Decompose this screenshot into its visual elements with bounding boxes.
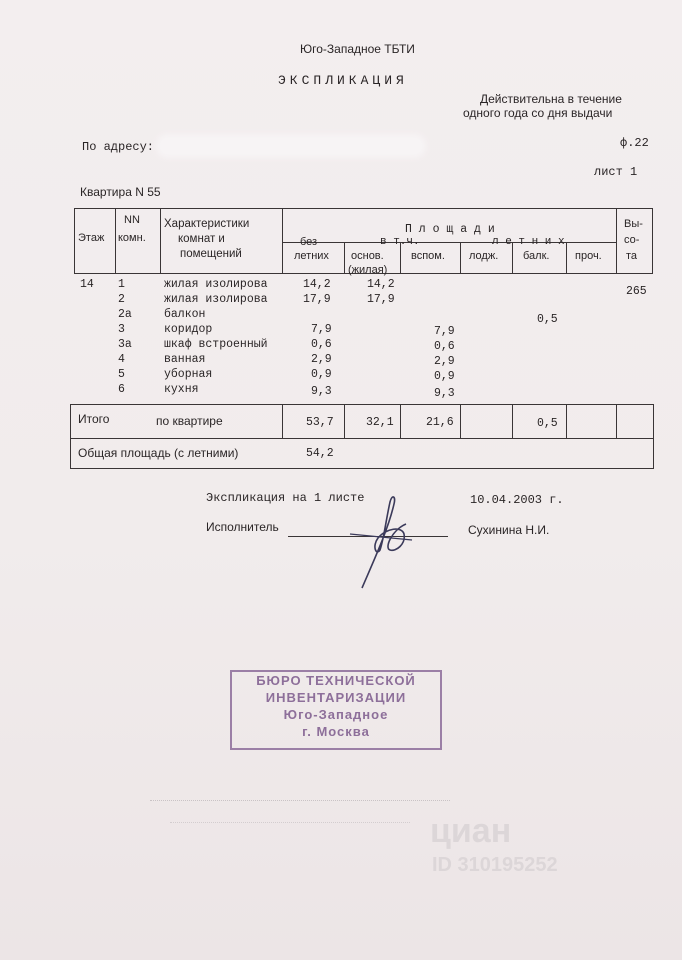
header-height-2: со- [624, 234, 640, 246]
floor-number: 14 [80, 278, 94, 291]
totals-left-border [70, 404, 71, 469]
header-osnov: основ. [351, 250, 384, 262]
room-aux: 7,9 [434, 325, 455, 338]
total-sublabel: по квартире [156, 414, 223, 428]
header-char-3: помещений [180, 248, 242, 260]
header-height-1: Вы- [624, 218, 643, 230]
room-aux: 9,3 [434, 387, 455, 400]
stamp-line1: БЮРО ТЕХНИЧЕСКОЙ [256, 673, 416, 688]
col-divider [282, 404, 283, 438]
room-nn: 2 [118, 293, 125, 306]
stamp-line4: г. Москва [302, 724, 370, 739]
bti-stamp [230, 670, 442, 750]
header-areas: П л о щ а д и [405, 223, 495, 236]
totals-bottom-border [70, 468, 654, 469]
document-date: 10.04.2003 г. [470, 493, 564, 507]
faint-dotted-line [150, 800, 450, 801]
room-aux: 2,9 [434, 355, 455, 368]
room-name: коридор [164, 323, 213, 336]
cian-watermark-logo: циан [430, 812, 512, 850]
form-number: ф.22 [620, 136, 649, 150]
header-proch: проч. [575, 250, 602, 262]
room-nn: 1 [118, 278, 125, 291]
col-divider [460, 242, 461, 274]
header-char-2: комнат и [178, 233, 225, 245]
room-name: уборная [164, 368, 213, 381]
room-nn: 3а [118, 338, 132, 351]
col-divider [512, 404, 513, 438]
room-nn: 5 [118, 368, 125, 381]
room-total: 17,9 [303, 293, 331, 306]
general-area-value: 54,2 [306, 447, 334, 460]
header-balk: балк. [523, 250, 550, 262]
subheader-line [282, 242, 616, 243]
room-balcony: 0,5 [537, 313, 558, 326]
room-name: жилая изолирова [164, 293, 268, 306]
header-floor: Этаж [78, 232, 105, 244]
sheets-note: Экспликация на 1 листе [206, 491, 365, 505]
room-nn: 2а [118, 308, 132, 321]
room-total: 14,2 [303, 278, 331, 291]
room-aux: 0,6 [434, 340, 455, 353]
signature-icon [340, 490, 430, 590]
faint-dotted-line [170, 822, 410, 823]
total-area: 53,7 [306, 416, 334, 429]
room-nn: 6 [118, 383, 125, 396]
address-label: По адресу: [82, 140, 155, 154]
room-total: 7,9 [311, 323, 332, 336]
stamp-line3: Юго-Западное [283, 707, 389, 722]
validity-note-line2: одного года со дня выдачи [463, 106, 613, 120]
totals-divider [70, 438, 654, 439]
col-divider [460, 404, 461, 438]
validity-note-line1: Действительна в течение [480, 92, 622, 106]
header-height-3: та [626, 250, 638, 262]
room-total: 9,3 [311, 385, 332, 398]
room-total: 0,9 [311, 368, 332, 381]
ceiling-height: 265 [626, 285, 647, 298]
col-divider [616, 404, 617, 438]
col-divider [160, 208, 161, 274]
executor-name: Сухинина Н.И. [468, 523, 550, 537]
sheet-number: лист 1 [594, 165, 638, 179]
executor-label: Исполнитель [206, 520, 279, 534]
room-main: 14,2 [367, 278, 395, 291]
document-title: ЭКСПЛИКАЦИЯ [278, 73, 408, 88]
col-divider [115, 208, 116, 274]
header-char-1: Характеристики [164, 218, 250, 230]
header-vspom: вспом. [411, 250, 445, 262]
header-lodzh: лодж. [469, 250, 499, 262]
col-divider [616, 208, 617, 274]
totals-right-border [653, 404, 654, 469]
cian-watermark-id: ID 310195252 [432, 854, 558, 876]
table-right-border [652, 208, 653, 274]
header-vtch: в т.ч. [380, 236, 420, 248]
room-name: балкон [164, 308, 206, 321]
col-divider [344, 242, 345, 274]
room-name: жилая изолирова [164, 278, 268, 291]
organization-name: Юго-Западное ТБТИ [300, 42, 415, 56]
col-divider [344, 404, 345, 438]
col-divider [566, 242, 567, 274]
room-total: 2,9 [311, 353, 332, 366]
header-nn: NN [124, 214, 140, 226]
room-main: 17,9 [367, 293, 395, 306]
total-label: Итого [78, 412, 110, 426]
header-letnih: летних [294, 250, 329, 262]
header-komn: комн. [118, 232, 146, 244]
header-letnih-group: л е т н и х [492, 236, 565, 248]
room-name: ванная [164, 353, 206, 366]
room-name: шкаф встроенный [164, 338, 268, 351]
total-aux-area: 21,6 [426, 416, 454, 429]
header-zhilaya: (жилая) [348, 264, 388, 276]
room-name: кухня [164, 383, 199, 396]
total-balcony-area: 0,5 [537, 417, 558, 430]
table-left-border [74, 208, 75, 274]
room-aux: 0,9 [434, 370, 455, 383]
header-bez: без [300, 236, 318, 248]
col-divider [566, 404, 567, 438]
general-area-label: Общая площадь (с летними) [78, 446, 239, 460]
apartment-number: Квартира N 55 [80, 185, 161, 199]
room-nn: 4 [118, 353, 125, 366]
room-nn: 3 [118, 323, 125, 336]
col-divider [400, 404, 401, 438]
room-total: 0,6 [311, 338, 332, 351]
col-divider [282, 208, 283, 274]
stamp-line2: ИНВЕНТАРИЗАЦИИ [265, 690, 407, 705]
address-redaction [160, 138, 422, 154]
total-main-area: 32,1 [366, 416, 394, 429]
